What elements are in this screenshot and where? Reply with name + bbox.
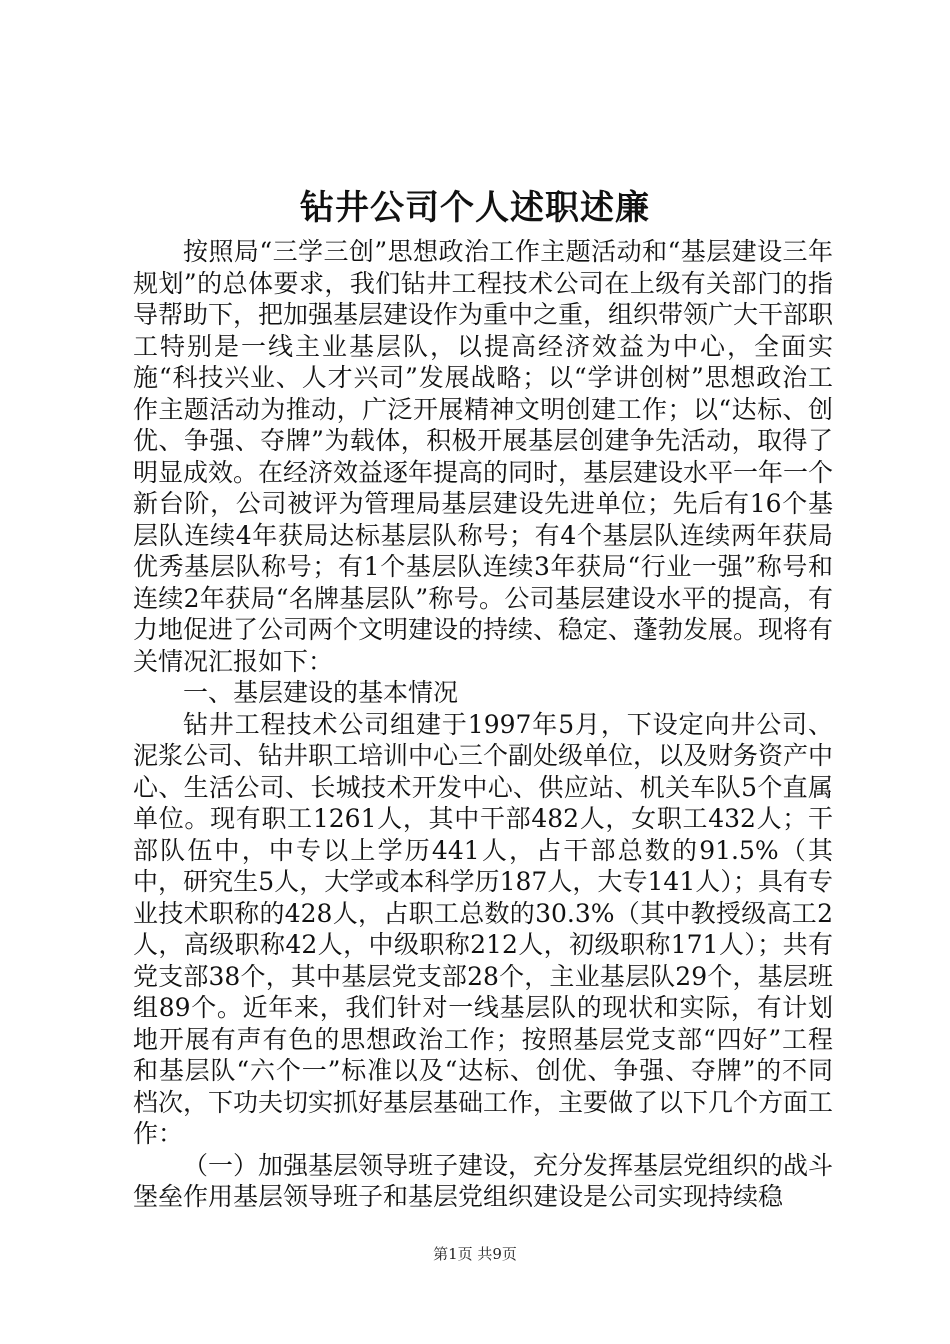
basic-situation-paragraph: 钻井工程技术公司组建于1997年5月，下设定向井公司、泥浆公司、钻井职工培训中心三个副处级单位，以及财务资产中心、生活公司、长城技术开发中心、供应站、机关车队5个直属单位。现有职工1261人，其中干部482人，女职工432人；干部队伍中，中专以上学历441人，占干部总数的91.5%（其中，研究生5人，大学或本科学历187人，大专141人）；具有专业技术职称的428人，占职工总数的30.3%（其中教授级高工2人，高级职称42人，中级职称212人，初级职称171人）；共有党支部38个，其中基层党支部28个，主业基层队29个，基层班组89个。近年来，我们针对一线基层队的现状和实际，有计划地开展有声有色的思想政治工作；按照基层党支部“四好”工程和基层队“六个一”标准以及“达标、创优、争强、夺牌”的不同档次，下功夫切实抓好基层基础工作，主要做了以下几个方面工作： [133,709,834,1148]
intro-paragraph: 按照局“三学三创”思想政治工作主题活动和“基层建设三年规划”的总体要求，我们钻井工程技术公司在上级有关部门的指导帮助下，把加强基层建设作为重中之重，组织带领广大干部职工特别是一线主业基层队，以提高经济效益为中心，全面实施“科技兴业、人才兴司”发展战略；以“学讲创树”思想政治工作主题活动为推动，广泛开展精神文明创建工作；以“达标、创优、争强、夺牌”为载体，积极开展基层创建争先活动，取得了明显成效。在经济效益逐年提高的同时，基层建设水平一年一个新台阶，公司被评为管理局基层建设先进单位；先后有16个基层队连续4年获局达标基层队称号；有4个基层队连续两年获局优秀基层队称号；有1个基层队连续3年获局“行业一强”称号和连续2年获局“名牌基层队”称号。公司基层建设水平的提高，有力地促进了公司两个文明建设的持续、稳定、蓬勃发展。现将有关情况汇报如下： [133,237,834,676]
section-heading-basic-situation: 一、基层建设的基本情况 [183,678,459,707]
document-title: 钻井公司个人述职述廉 [300,188,650,228]
subsection-leadership-paragraph: （一）加强基层领导班子建设，充分发挥基层党组织的战斗堡垒作用基层领导班子和基层党组织建设是公司实现持续稳 [133,1150,834,1211]
page-footer: 第1页 共9页 [433,1245,517,1263]
document-body [133,236,833,1213]
